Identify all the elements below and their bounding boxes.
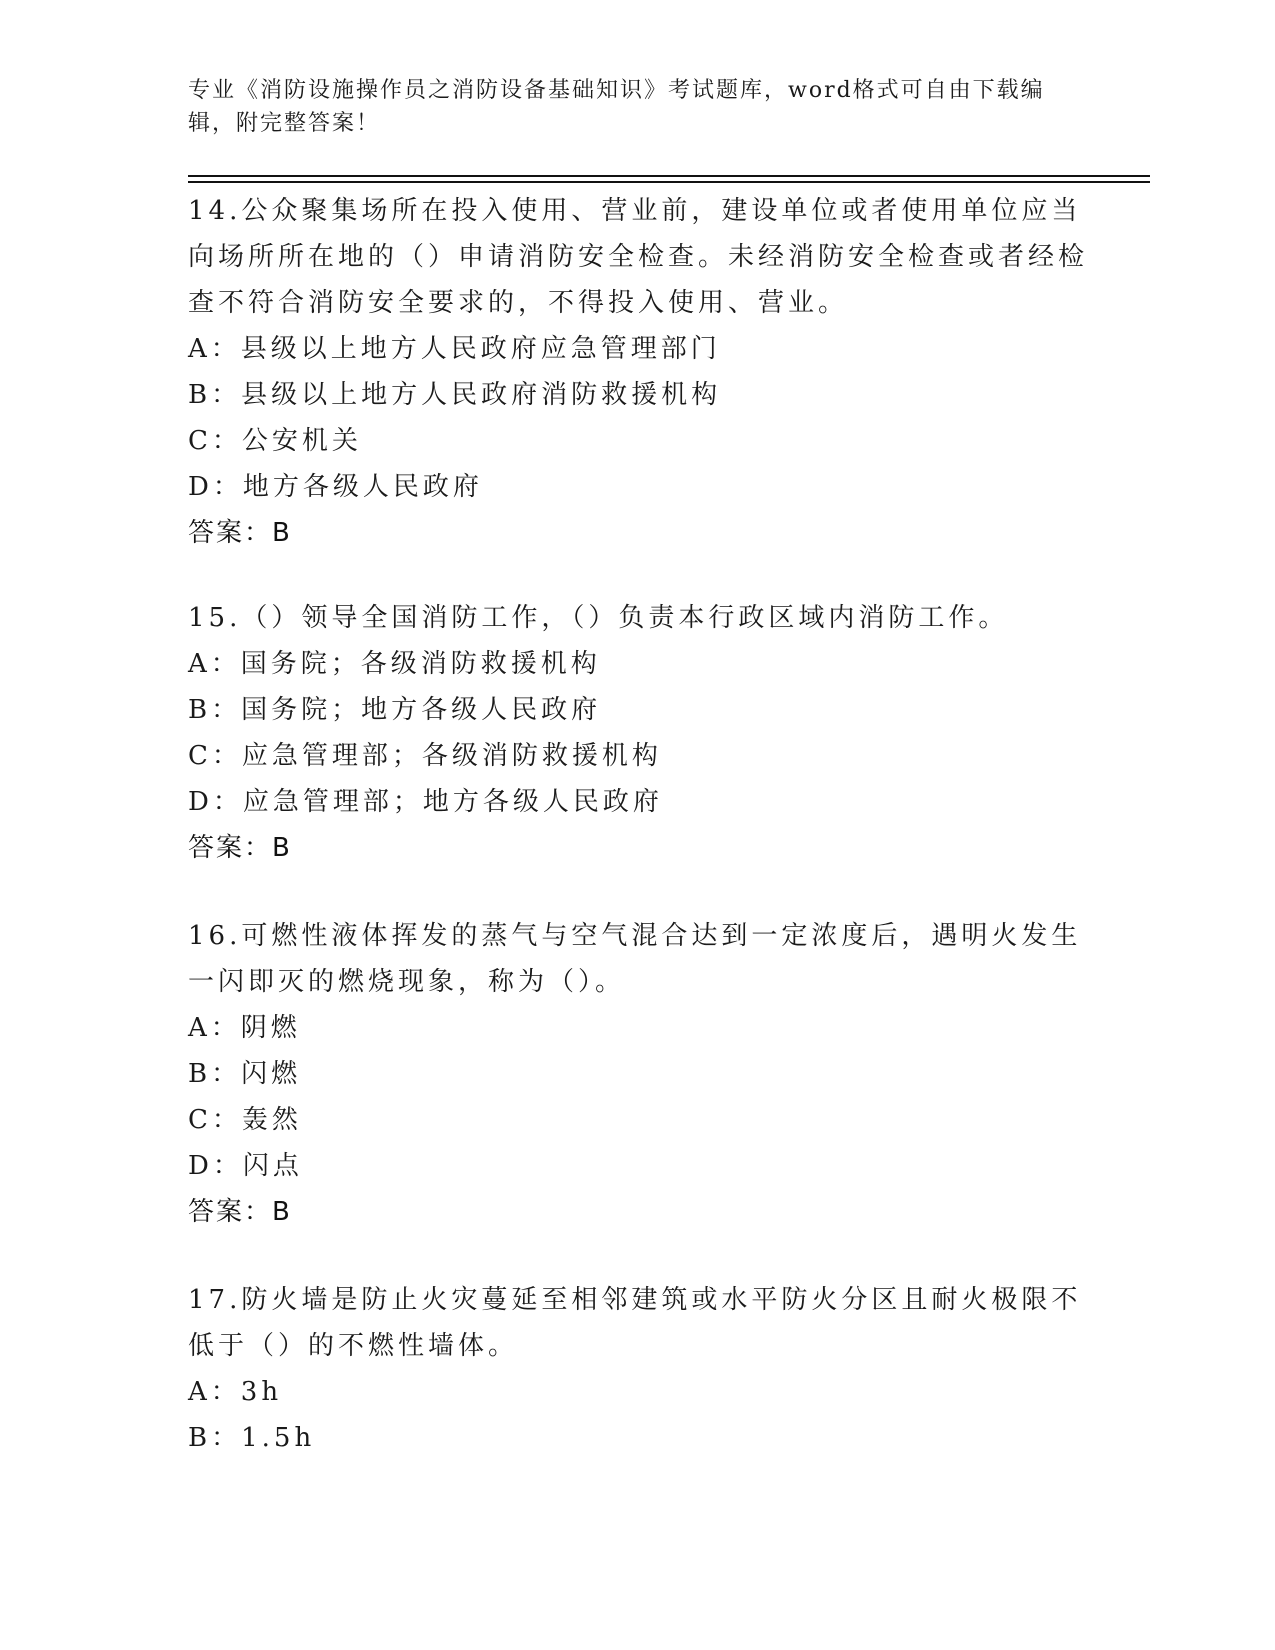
option-c: C：应急管理部；各级消防救援机构 bbox=[188, 741, 662, 771]
answer: 答案：B bbox=[188, 833, 292, 863]
question-15 bbox=[188, 595, 1088, 871]
option-b: B：1.5h bbox=[188, 1423, 316, 1453]
question-stem: 17.防火墙是防止火灾蔓延至相邻建筑或水平防火分区且耐火极限不低于（）的不燃性墙体。 bbox=[188, 1285, 1082, 1361]
question-stem: 15.（）领导全国消防工作，（）负责本行政区域内消防工作。 bbox=[188, 603, 1009, 633]
answer: 答案：B bbox=[188, 1197, 292, 1227]
option-d: D：地方各级人民政府 bbox=[188, 472, 483, 502]
answer: 答案：B bbox=[188, 518, 292, 548]
option-d: D：应急管理部；地方各级人民政府 bbox=[188, 787, 663, 817]
question-stem: 16.可燃性液体挥发的蒸气与空气混合达到一定浓度后，遇明火发生一闪即灭的燃烧现象，称为（）。 bbox=[188, 921, 1082, 997]
header-divider-top bbox=[188, 175, 1150, 177]
option-b: B：国务院；地方各级人民政府 bbox=[188, 695, 602, 725]
option-a: A：3h bbox=[188, 1377, 283, 1407]
question-17 bbox=[188, 1277, 1088, 1461]
option-c: C：公安机关 bbox=[188, 426, 362, 456]
option-a: A：阴燃 bbox=[188, 1013, 301, 1043]
header-divider-bottom bbox=[188, 181, 1150, 183]
option-b: B：闪燃 bbox=[188, 1059, 302, 1089]
question-14 bbox=[188, 188, 1088, 556]
option-a: A：国务院；各级消防救援机构 bbox=[188, 649, 601, 679]
option-c: C：轰然 bbox=[188, 1105, 302, 1135]
option-b: B：县级以上地方人民政府消防救援机构 bbox=[188, 380, 722, 410]
option-a: A：县级以上地方人民政府应急管理部门 bbox=[188, 334, 721, 364]
question-stem: 14.公众聚集场所在投入使用、营业前，建设单位或者使用单位应当向场所所在地的（）申请消防安全检查。未经消防安全检查或者经检查不符合消防安全要求的，不得投入使用、营业。 bbox=[188, 196, 1089, 318]
option-d: D：闪点 bbox=[188, 1151, 303, 1181]
document-header: 专业《消防设施操作员之消防设备基础知识》考试题库，word格式可自由下载编辑，附完整答案！ bbox=[188, 78, 1045, 136]
question-16 bbox=[188, 913, 1088, 1235]
